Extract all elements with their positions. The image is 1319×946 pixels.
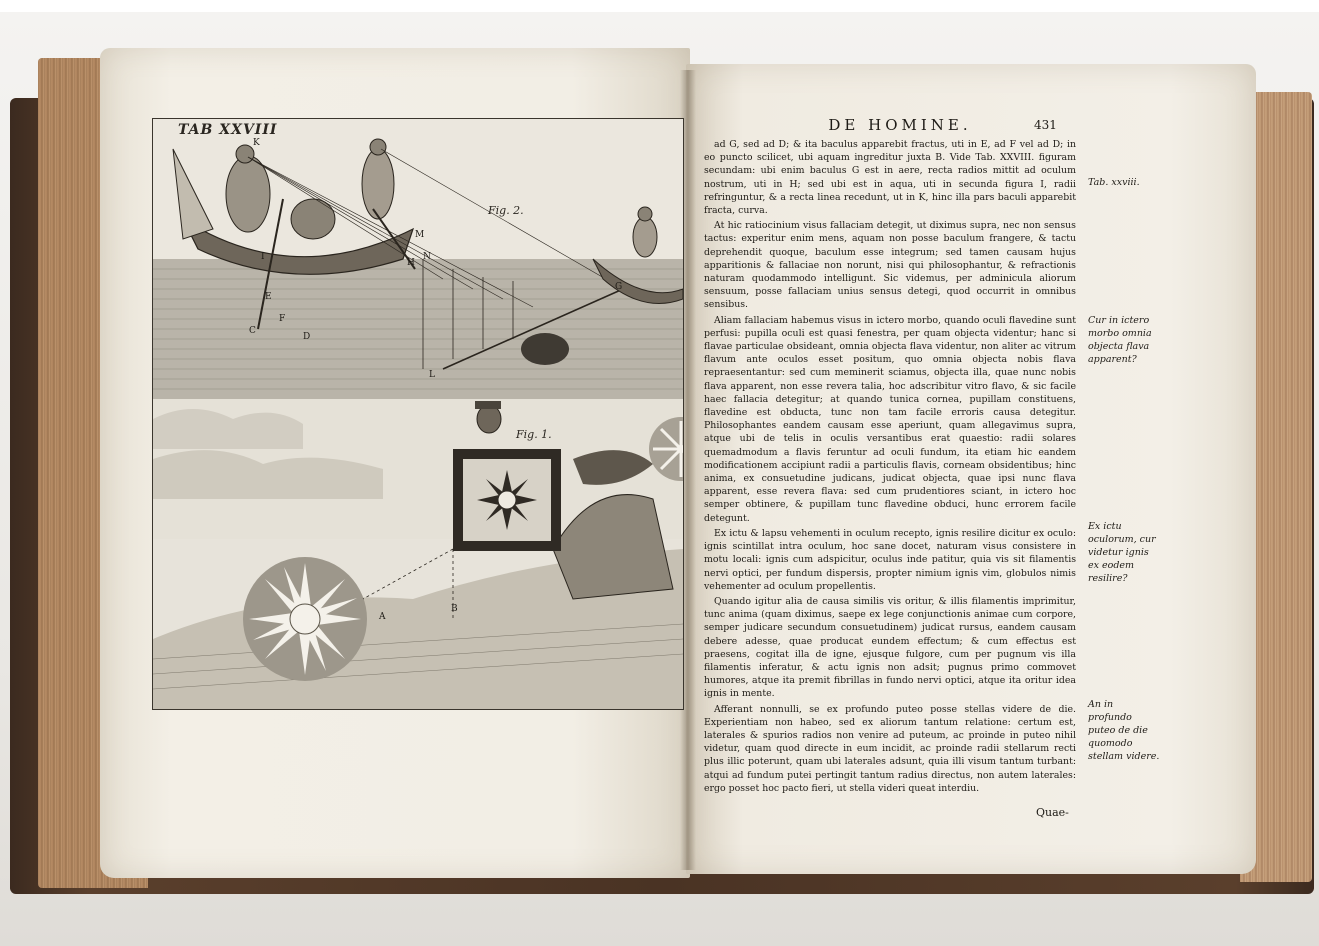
plate-letter-b: B	[451, 604, 458, 614]
engraving-illustration	[153, 119, 683, 709]
plate-letter-d: D	[303, 332, 311, 342]
paragraph-1: ad G, sed ad D; & ita baculus apparebit fractus, uti in E, ad F vel ad D; in eo puncto scilicet, ubi aquam ingreditur juxta B. Vide Tab. XXVIII. figuram secundam: ubi enim baculus G est in aere, recta radios mittit ad oculum nostrum, uti in H; sed ubi est in aqua, uti in secunda figura I, radii refringuntur, & a recta linea recedunt, ut in K, hinc illa pars baculi apparebit fracta, curva.	[704, 139, 1076, 217]
plate-letter-e: E	[265, 292, 272, 302]
plate-letter-l: L	[429, 370, 435, 380]
plate-letter-f: F	[279, 314, 286, 324]
engraving-plate	[152, 118, 684, 710]
fig-1-label: Fig. 1.	[516, 428, 552, 441]
body-text	[704, 138, 1076, 795]
margin-note-ignis: Ex ictu oculorum, cur videtur ignis ex eodem resilire?	[1088, 521, 1156, 584]
fig-2-label: Fig. 2.	[488, 204, 524, 217]
margin-note-ictero: Cur in ictero morbo omnia objecta flava apparent?	[1088, 315, 1152, 365]
paragraph-2: At hic ratiocinium visus fallaciam detegit, ut diximus supra, nec non sensus tactus: experitur enim mens, aquam non posse baculum frangere, & tactu deprehendit quoque, baculum esse integrum; sed tamen causam hujus apparitionis & fallaciae non norunt, nisi qui philosophantur, & refractionis naturam quodammodo intelligunt. Sic videmus, per adminicula aliorum sensuum, posse fallaciam unius sensus detegi, quod occurrit in omnibus sensibus.	[704, 220, 1076, 311]
plate-letter-n: N	[423, 252, 431, 262]
paragraph-4: Ex ictu & lapsu vehementi in oculum recepto, ignis resilire dicitur ex oculo: ignis scintillat intra oculum, hoc sane docet, naturam visus consistere in motu locali: ignis cum adspicitur, oculus inde patitur, quia vis sit filamentis nervi optici, per fundum dispersis, propter nimium ignis vim, globulos nimis vehementer ad oculum propellentis.	[704, 527, 1076, 592]
plate-title: TAB XXVIII	[178, 122, 278, 138]
plate-letter-c: C	[249, 326, 256, 336]
margin-note-puteo: An in profundo puteo de die quomodo stellam videre.	[1088, 699, 1160, 762]
margin-note-tab: Tab. xxviii.	[1088, 177, 1140, 188]
paragraph-3: Aliam fallaciam habemus visus in ictero morbo, quando oculi flavedine sunt perfusi: pupilla oculi est quasi fenestra, per quam objecta videntur; hanc si flavae particulae obsideant, omnia objecta flava videntur, non aliter ac vitrum flavum ante oculos esset positum, quo omnia objecta nobis flava repraesentantur: sed cum meminerit sciamus, objecta illa, quae nunc nobis flava apparent, non esse revera talia, hoc adscribitur vitro flavo, & sic facile haec fallacia detegitur; at quando tunica cornea, pupillam constituens, flavedine est obducta, tunc non tam facile erroris causa detegitur. Philosophantes eandem causam esse aperiunt, quam allegavimus supra, atque ubi de telis in oculis versantibus erat quaestio: radii solares quemadmodum a flavis feruntur ad oculi fundum, ita etiam hic eandem modificationem accipiunt radii a particulis flavis, corneam obsidentibus; hinc anima, ex consuetudine judicans, judicat objecta, quae ipsi nunc flava apparent, esse revera flava: sed cum prudentiores sciant, in ictero hoc semper obtinere, & pupillam tunc flavedine obduci, hunc errorem facile detegunt.	[704, 314, 1076, 524]
paragraph-5: Quando igitur alia de causa similis vis oritur, & illis filamentis imprimitur, tunc anima (quam diximus, saepe ex lege conjunctionis animae cum corpore, semper judicare secundum consuetudinem) judicat rursus, eandem causam debere adesse, quae producat eundem effectum; & cum effectus est praesens, cogitat illa de igne, ejusque fulgore, cum per pugnum vis illa filamentis inferatur, & actu ignis non adsit; pugnus primo commovet humores, atque ita premit fibrillas in fundo nervi optici, atque ita oritur idea ignis in mente.	[704, 595, 1076, 700]
plate-letter-g: G	[615, 282, 623, 292]
plate-letter-i: I	[261, 252, 265, 262]
page-number: 431	[1034, 118, 1057, 132]
plate-letter-m: M	[415, 230, 425, 240]
paragraph-6: Afferant nonnulli, se ex profundo puteo posse stellas videre de die. Experientiam non habeo, sed ex aliorum tantum relatione: certum est, laterales & spurios radios non venire ad puteum, ac proinde in puteo nihil videtur, quam quod directe in eum incidit, ac proinde radii stellarum recti plus illic poterunt, quam ubi laterales adsunt, quia illi visum tantum turbant: atqui ad fundum putei pertingit tantum radius directus, non autem laterales: ergo posset hoc pacto fieri, ut stella videri queat interdiu.	[704, 703, 1076, 794]
plate-letter-k: K	[253, 138, 260, 148]
plate-letter-a: A	[379, 612, 386, 622]
plate-letter-h: H	[407, 258, 415, 268]
running-head: DE HOMINE.	[828, 116, 972, 134]
catchword: Quae-	[1036, 806, 1069, 819]
